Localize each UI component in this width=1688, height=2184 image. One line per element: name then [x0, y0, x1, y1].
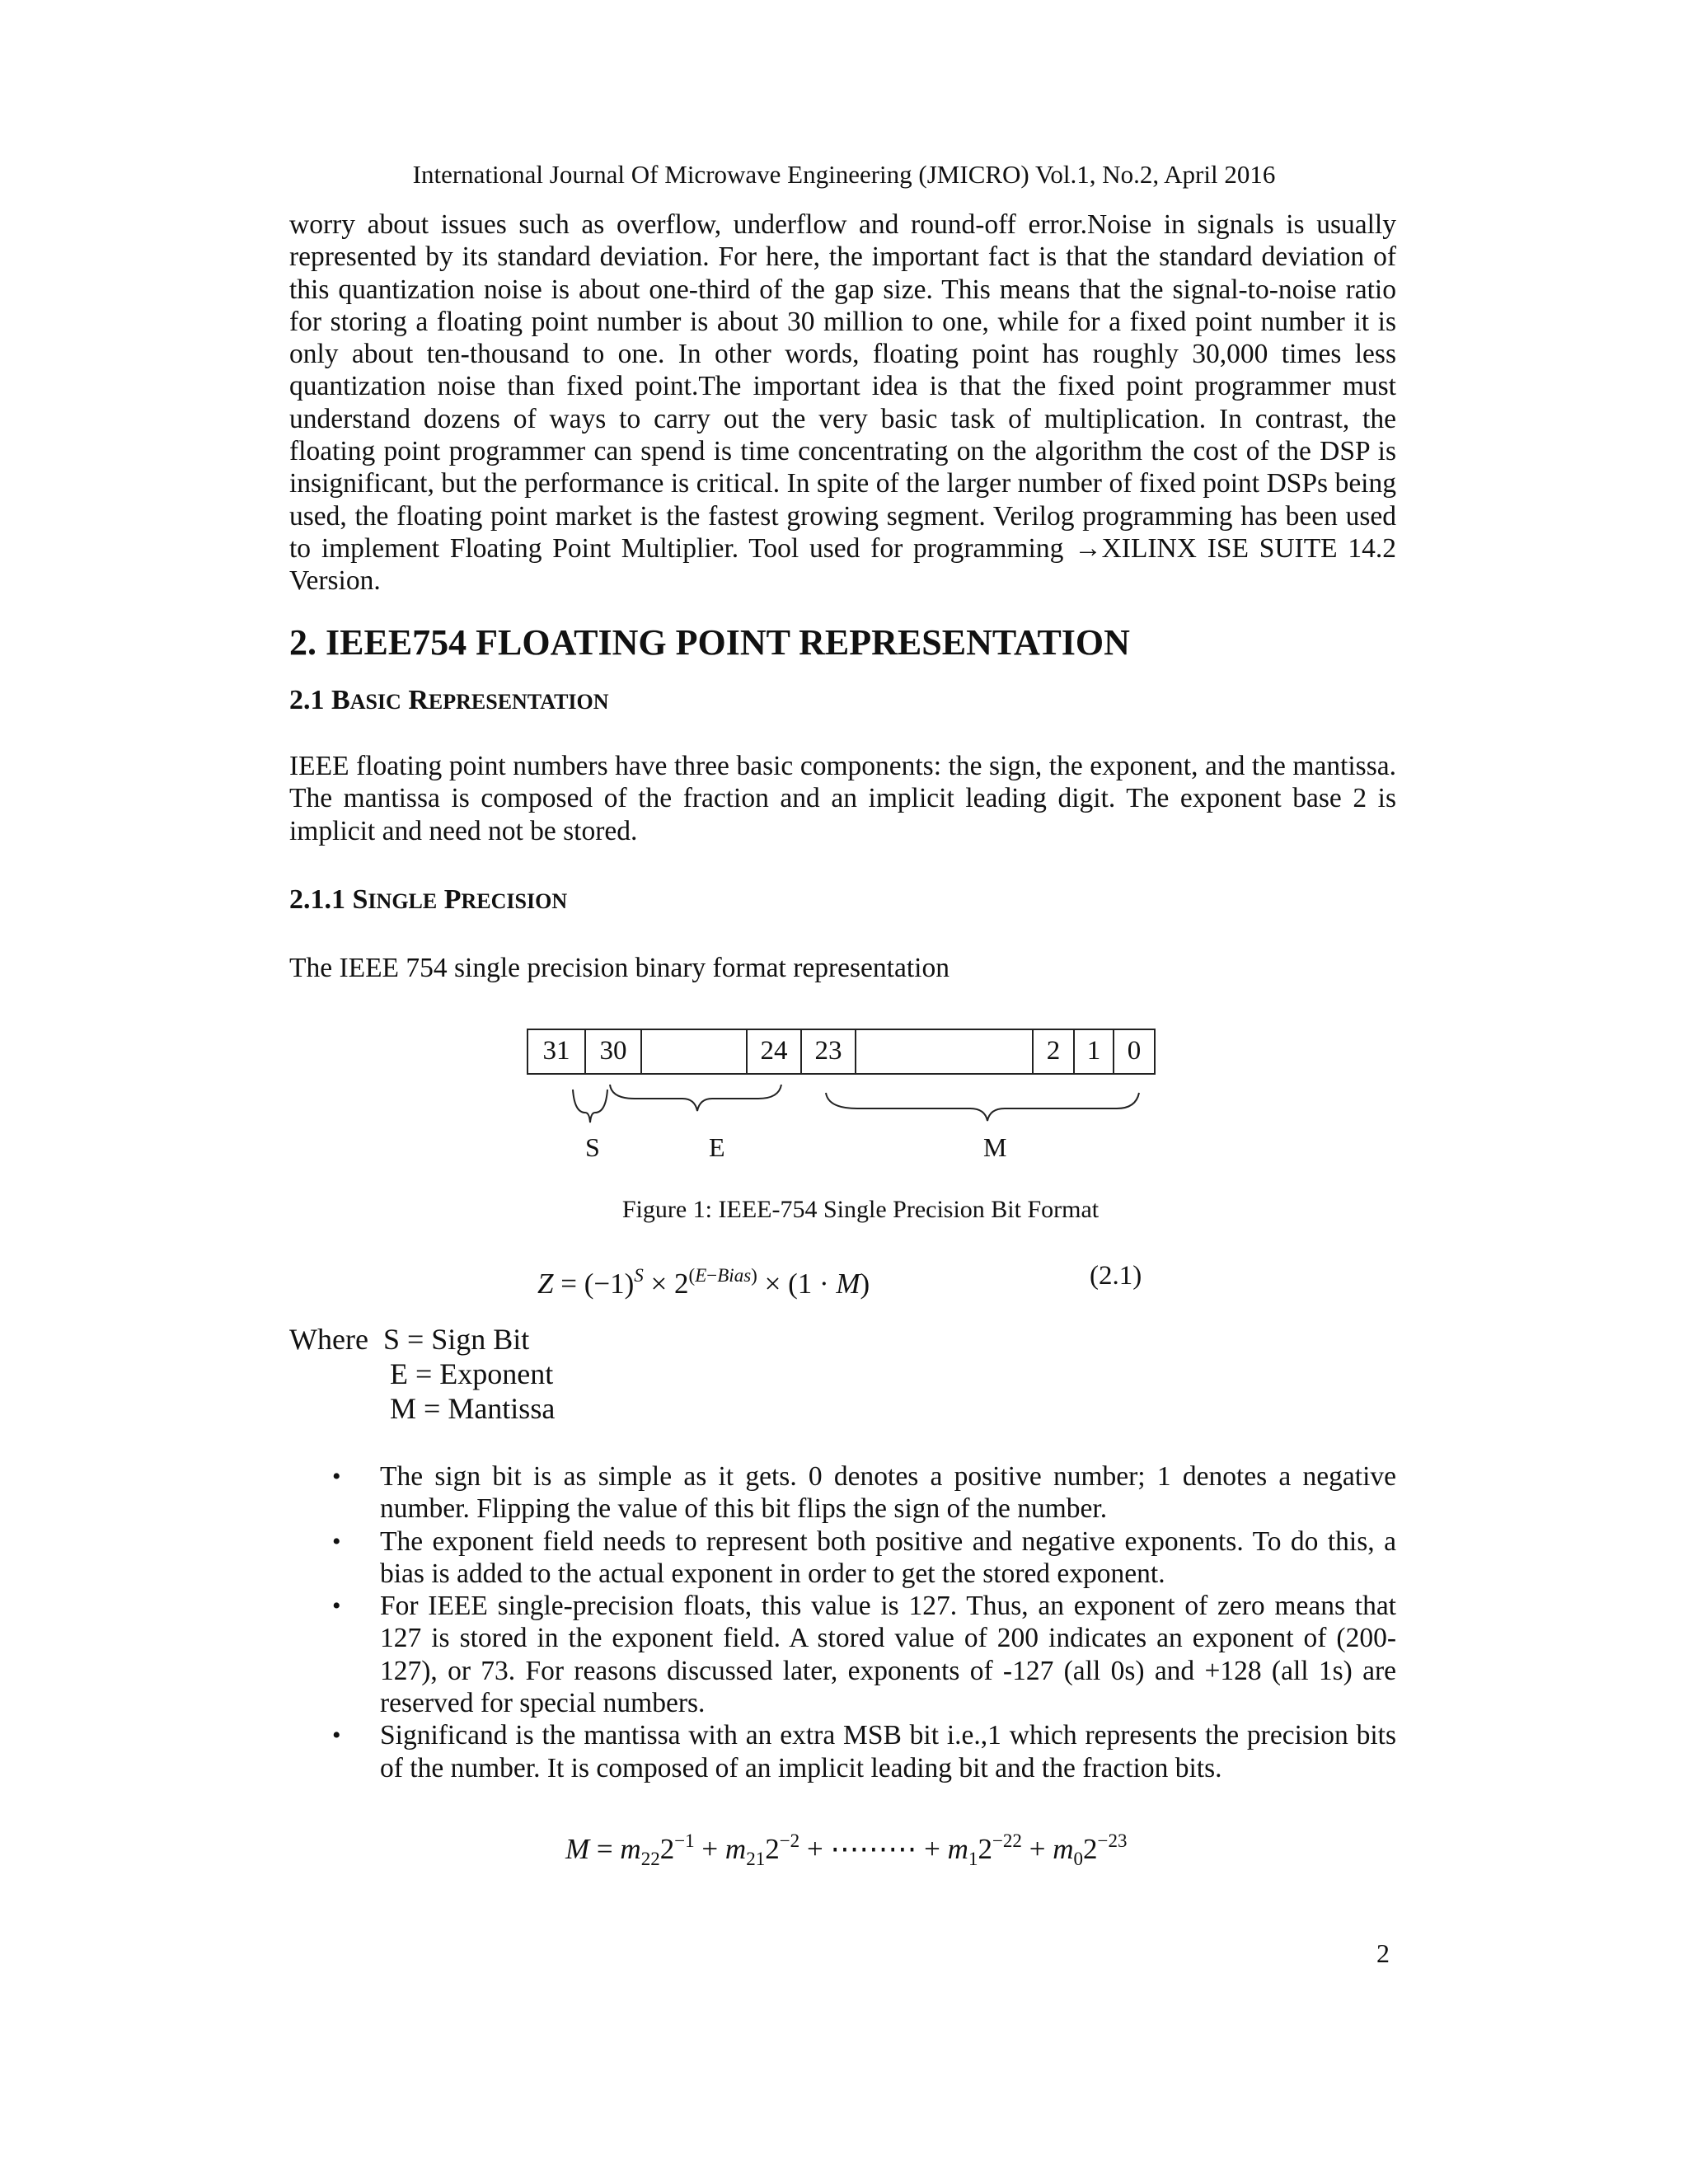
equation-mantissa: $M = m_{22}2^{-1} + m_{21}2^{-2}$ + ⋯⋯⋯ + $m_12^{-22} + m_02^{-23}$: [565, 1830, 1128, 1869]
subsubsection-heading: 2.1.1 SINGLE PRECISION: [289, 884, 568, 915]
bit-cell: [856, 1030, 1034, 1073]
bit-cell: 0: [1127, 1036, 1142, 1066]
list-item: • The sign bit is as simple as it gets. 0 denotes a positive number; 1 denotes a negative number. Flipping the value of this bit flips the sign of the number.: [332, 1461, 1396, 1525]
bit-cell: 23: [802, 1030, 856, 1073]
list-item: • The exponent field needs to represent both positive and negative exponents. To do this, a bias is added to the actual exponent in order to get the stored exponent.: [332, 1526, 1396, 1589]
subsection-heading: 2.1 BASIC REPRESENTATION: [289, 685, 609, 715]
bit-cell: 2: [1034, 1030, 1075, 1073]
bit-cell: [642, 1030, 748, 1073]
bullet-icon: •: [332, 1722, 341, 1750]
bit-cell: 1: [1075, 1030, 1114, 1073]
bit-cell: 24: [748, 1030, 802, 1073]
bit-cell: 31: [528, 1030, 586, 1073]
where-label: Where: [289, 1323, 368, 1356]
intro-paragraph: worry about issues such as overflow, underflow and round-off error.Noise in signals is usually represented by its standard deviation. For here, the important fact is that the standard deviation of this quantization noise is about one-third of the gap size. This means that the signal-to-noise ratio for storing a floating point number is about 30 million to one, while for a fixed point number it is only about ten-thousand to one. In other words, floating point has roughly 30,000 times less quantization noise than fixed point.The important idea is that the fixed point programmer must understand dozens of ways to carry out the very basic task of multiplication. In contrast, the floating point programmer can spend is time concentrating on the algorithm the cost of the DSP is insignificant, but the performance is critical. In spite of the larger number of fixed point DSPs being used, the floating point market is the fastest growing segment. Verilog programming has been used to implement Floating Point Multiplier. Tool used for programming →XILINX ISE SUITE 14.2 Version.: [289, 209, 1396, 597]
section-heading: 2. IEEE754 FLOATING POINT REPRESENTATION: [289, 622, 1130, 663]
sign-brace: [573, 1090, 607, 1122]
list-item: • Significand is the mantissa with an extra MSB bit i.e.,1 which represents the precision bits of the number. It is composed of an implicit leading bit and the fraction bits.: [332, 1720, 1396, 1783]
figure-caption: Figure 1: IEEE-754 Single Precision Bit Format: [621, 1196, 1100, 1223]
bit-cell: 30: [586, 1030, 642, 1073]
running-header: International Journal Of Microwave Engineering (JMICRO) Vol.1, No.2, April 2016: [412, 160, 1276, 189]
exponent-label: E: [709, 1132, 725, 1162]
sign-label: S: [585, 1132, 600, 1162]
subsection-paragraph: IEEE floating point numbers have three basic components: the sign, the exponent, and the mantissa. The mantissa is composed of the fraction and an implicit leading digit. The exponent base 2 is implicit and need not be stored.: [289, 751, 1396, 846]
mantissa-label: M: [983, 1132, 1007, 1162]
bit-format-table: [527, 1029, 1156, 1075]
bullet-icon: •: [332, 1592, 341, 1620]
mantissa-brace: [826, 1093, 1139, 1121]
exponent-brace: [610, 1085, 781, 1111]
bullet-icon: •: [332, 1463, 341, 1490]
definition-item: S = Sign Bit: [382, 1323, 530, 1356]
equation-number: (2.1): [1090, 1261, 1142, 1291]
equation-main: $Z = (-1)^S \times 2^{(E-Bias)} \times (1 \cdot M)$: [537, 1265, 870, 1300]
list-item: • For IEEE single-precision floats, this value is 127. Thus, an exponent of zero means that 127 is stored in the exponent field. A stored value of 200 indicates an exponent of (200-127), or 73. For reasons discussed later, exponents of -127 (all 0s) and +128 (all 1s) are reserved for special numbers.: [332, 1591, 1396, 1719]
definitions-block: [289, 1322, 555, 1426]
definition-item: E = Exponent: [390, 1357, 554, 1390]
format-intro: The IEEE 754 single precision binary format representation: [289, 953, 950, 983]
definition-item: M = Mantissa: [390, 1392, 556, 1425]
bullet-icon: •: [332, 1527, 341, 1555]
page-number: 2: [1376, 1938, 1390, 1968]
bullet-list: [289, 1460, 1396, 1784]
